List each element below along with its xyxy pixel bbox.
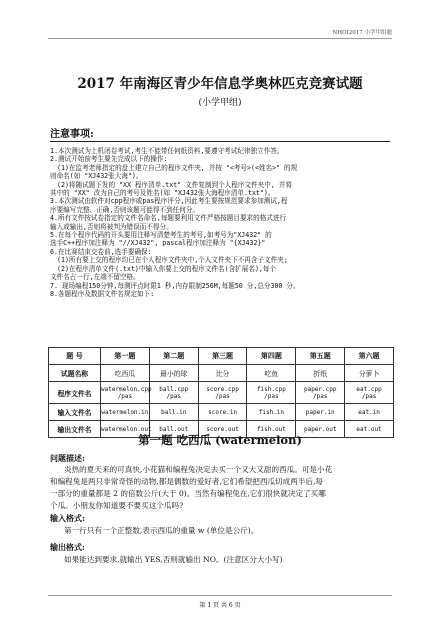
input-format (50, 525, 395, 537)
header-text: NHOI2017 小学甲组题 (332, 30, 392, 36)
desc-line: 个瓜。小朋友你知道要不要买这个瓜吗? (50, 501, 184, 510)
table-cell: eat.cpp /pas (345, 382, 394, 404)
table-header-cell: 第三题 (198, 348, 247, 365)
table-cell: paper.out (296, 421, 345, 438)
note-line: (1)所有要上交的程序均已在个人程序文件夹中,个人文件夹下不再含子文件夹; (57, 256, 288, 265)
input-label: 输入格式: (50, 513, 85, 523)
table-cell: 吃西瓜 (101, 365, 150, 382)
desc-line: 和编程兔是两只非常奇怪的动物,都是偶数的爱好者,它们希望把西瓜切成两半后,每 (50, 477, 324, 486)
problem-title: 第一题 吃西瓜 (watermelon) (138, 433, 302, 447)
note-line: 7. 现场编程150分钟,每测评点时限1 秒,内存限制256M,每题50 分,总分300 分。 (50, 281, 300, 290)
table-header-cell: 第六题 (345, 348, 394, 365)
table-cell: eat.in (345, 404, 394, 421)
page-title: 2017 年南海区青少年信息学奥林匹克竞赛试题 (77, 76, 363, 92)
table-cell: fish.out (247, 421, 296, 438)
table-cell: watermelon.in (101, 404, 150, 421)
note-line: 输入或输出,否则将被判为错误而不得分。 (50, 222, 173, 231)
output-label: 输出格式: (50, 542, 85, 552)
table-cell: score.in (198, 404, 247, 421)
note-line: 3.本次测试由软件对cpp程序或pas程序评分,因此考生要按规范要求参加测试,程 (50, 197, 288, 206)
row-label: 程序文件名 (49, 382, 101, 404)
note-line: 1.本次测试为上机闭卷考试,考生不能带任何纸资料,要遵守考试纪律独立作答。 (50, 147, 284, 155)
note-line: (1)在监考老师指定的盘上建立自己的程序文件夹, 并按 "<考号>(<姓名>" 的规 (57, 163, 298, 172)
table-cell: paper.cpp /pas (296, 382, 345, 404)
notes-list (50, 147, 395, 298)
note-line: 2.测试开始前考生要先完成以下的操作: (50, 155, 168, 164)
notes-heading: 注意事项: (50, 129, 94, 140)
table-row (49, 365, 394, 382)
input-line: 第一行只有一个正整数,表示西瓜的重量 w (单位是公斤)。 (64, 526, 259, 535)
table-cell: fish.in (247, 404, 296, 421)
desc-line: 一部分的重量都是 2 的倍数公斤(大于 0)。当然有编程兔在,它们很快就决定了买哪 (50, 489, 326, 498)
desc-line: 炎热的夏天来的可真快,小花猫和编程兔决定去买一个又大又甜的西瓜。可是小花 (64, 465, 333, 474)
table-cell: watermelon.out (101, 421, 150, 438)
table-header-cell: 第二题 (149, 348, 198, 365)
note-line: 序要编写完整、正确,否则该题可能得不到任何分。 (50, 205, 200, 214)
table-cell: watermelon.cpp /pas (101, 382, 150, 404)
table-cell: ball.in (149, 404, 198, 421)
table-header-cell: 第四题 (247, 348, 296, 365)
file-table (48, 347, 394, 438)
note-line: 8.各题程序及数据文件名规定如下: (50, 289, 155, 298)
page-subtitle: (小学甲组) (198, 98, 242, 108)
table-header-row (49, 348, 394, 365)
table-cell: score.cpp /pas (198, 382, 247, 404)
note-line: 其中的 "XX" 改为自己的考号及姓名(如 "XJ432张大海程序清单.txt")。 (50, 189, 275, 198)
note-line: 选手C++程序加注释为 "//XJ432", pascal程序加注释为 "{XJ432}" (50, 239, 266, 248)
table-cell: paper.in (296, 404, 345, 421)
table-row (49, 382, 394, 404)
problem-description (50, 464, 395, 512)
note-line: 4.所有文件按试卷指定的文件名命名,每题要利用文件严格按题目要求的格式进行 (50, 214, 287, 223)
output-line: 如果能达到要求,就输出 YES,否则就输出 NO。(注意区分大小写) (64, 555, 283, 564)
row-label: 试题名称 (49, 365, 101, 382)
table-cell: 比分 (198, 365, 247, 382)
output-format (50, 554, 395, 566)
table-cell: 最小的球 (149, 365, 198, 382)
notes-rule (50, 141, 390, 142)
table-row (49, 404, 394, 421)
page-header (48, 28, 392, 39)
note-line: 5.在每个程序代码的开头要用注释写清楚考生的考号,如考号为"XJ432" 的 (50, 231, 272, 240)
table-cell: ball.cpp /pas (149, 382, 198, 404)
page-footer: 第 1 页 共 6 页 (199, 602, 241, 609)
table-cell: 折纸 (296, 365, 345, 382)
table-cell: 吃鱼 (247, 365, 296, 382)
table-cell: 分萝卜 (345, 365, 394, 382)
table-header-cell: 第一题 (101, 348, 150, 365)
table-header-cell: 题 号 (49, 348, 101, 365)
note-line: (2)将随试题下发的 "XX 程序清单.txt" 文件复制到个人程序文件夹中, 并将 (57, 180, 292, 189)
table-cell: eat.out (345, 421, 394, 438)
note-line: 文件名占一行,左端不留空格。 (50, 273, 140, 282)
table-cell: fish.cpp /pas (247, 382, 296, 404)
table-cell: score.out (198, 421, 247, 438)
desc-label: 问题描述: (50, 453, 85, 463)
note-line: (2)在程序清单文件(.txt)中输入你要上交的程序文件名(含扩展名),每个 (57, 264, 277, 273)
footer-rule (48, 595, 392, 596)
note-line: 则命名(如 "XJ432张大海")。 (50, 172, 143, 181)
table-header-cell: 第五题 (296, 348, 345, 365)
row-label: 输入文件名 (49, 404, 101, 421)
row-label: 输出文件名 (49, 421, 101, 438)
note-line: 6.在比赛结束交卷前,选手要确保: (50, 247, 152, 256)
table-cell: ball.out (149, 421, 198, 438)
